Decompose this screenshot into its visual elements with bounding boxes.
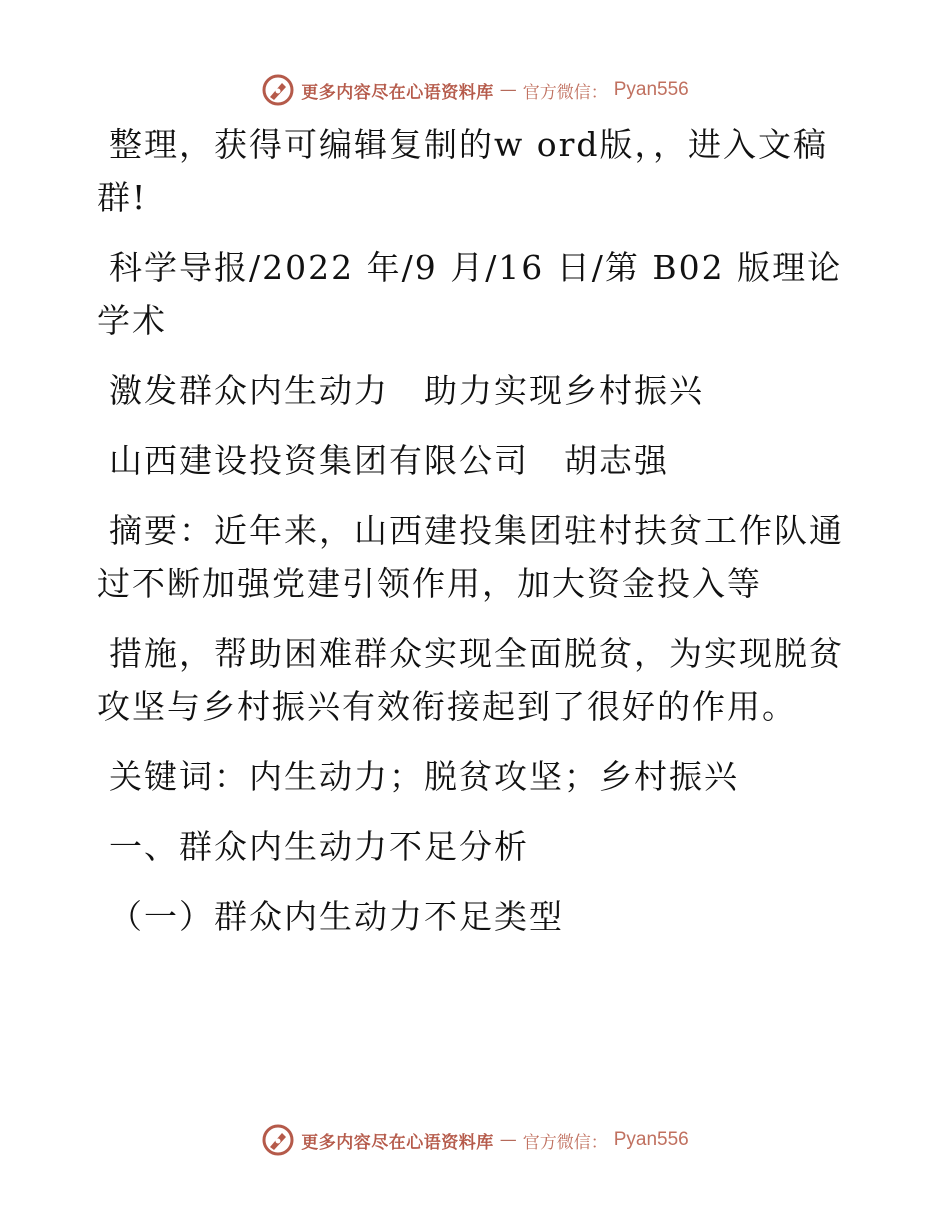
watermark-contact-id: Pyan556 bbox=[613, 1129, 689, 1150]
watermark-contact-id: Pyan556 bbox=[613, 79, 689, 100]
section-heading-1: 一、群众内生动力不足分析 bbox=[109, 827, 529, 866]
header-watermark bbox=[0, 70, 950, 110]
watermark-contact-label: 官方微信： bbox=[522, 1132, 608, 1153]
author-line: 山西建设投资集团有限公司 胡志强 bbox=[109, 441, 669, 480]
pen-nib-logo-icon bbox=[261, 1123, 295, 1157]
article-title: 激发群众内生动力 助力实现乡村振兴 bbox=[109, 371, 704, 410]
abstract-part-2: 措施，帮助困难群众实现全面脱贫，为实现脱贫攻坚与乡村振兴有效衔接起到了很好的作用。 bbox=[97, 634, 844, 726]
paragraph-source-line: 科学导报/2022 年/9 月/16 日/第 B02 版理论学术 bbox=[97, 248, 843, 340]
footer-watermark bbox=[0, 1120, 950, 1160]
paragraph-intro-note: 整理，获得可编辑复制的w ord版，，进入文稿群! bbox=[97, 125, 829, 217]
keywords-line: 关键词：内生动力；脱贫攻坚；乡村振兴 bbox=[109, 757, 739, 796]
pen-nib-logo-icon bbox=[261, 73, 295, 107]
abstract-part-1: 摘要：近年来，山西建投集团驻村扶贫工作队通过不断加强党建引领作用，加大资金投入等 bbox=[97, 511, 844, 603]
watermark-separator: — bbox=[499, 80, 517, 100]
document-body bbox=[97, 118, 857, 960]
subsection-heading-1: （一）群众内生动力不足类型 bbox=[109, 897, 564, 936]
watermark-contact-label: 官方微信： bbox=[522, 82, 608, 103]
watermark-brand: 更多内容尽在心语资料库 bbox=[301, 1132, 494, 1153]
watermark-separator: — bbox=[499, 1130, 517, 1150]
watermark-brand: 更多内容尽在心语资料库 bbox=[301, 82, 494, 103]
